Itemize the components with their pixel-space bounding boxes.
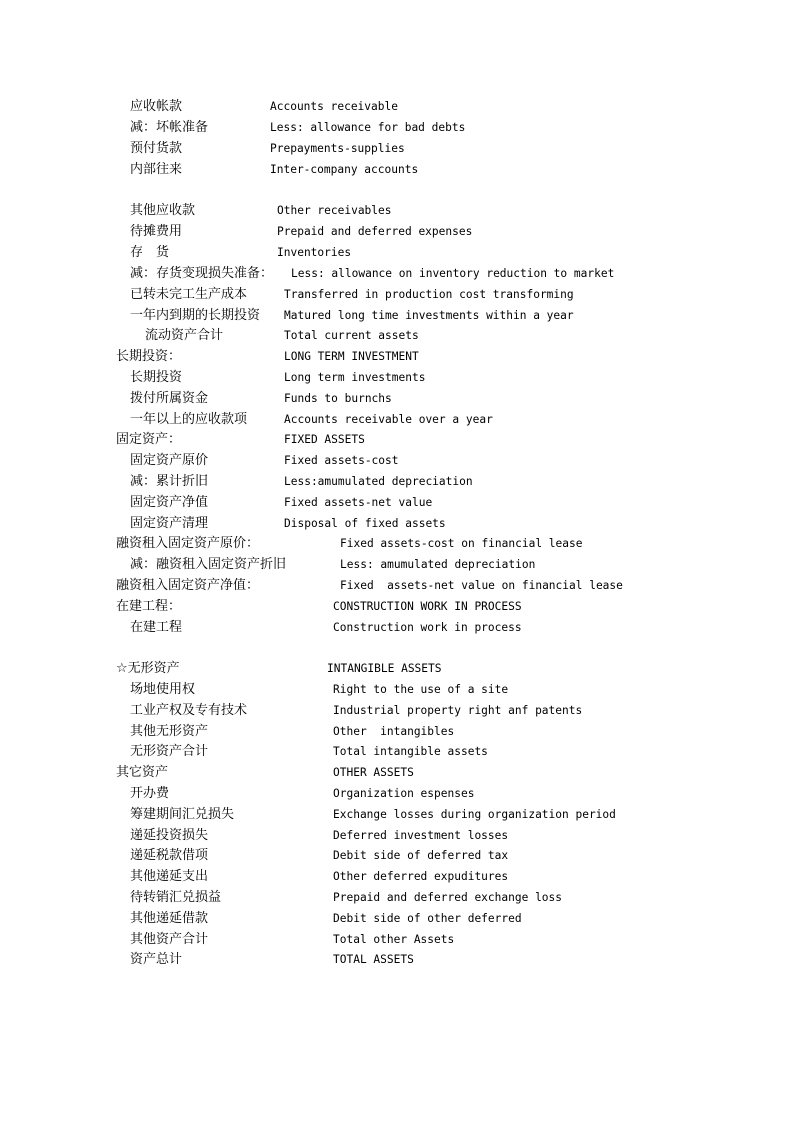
glossary-row <box>0 680 794 700</box>
glossary-row <box>0 784 794 804</box>
glossary-row <box>0 534 794 554</box>
english-term: Less:amumulated depreciation <box>284 475 473 488</box>
chinese-term: 固定资产原价 <box>130 453 209 468</box>
glossary-row <box>0 701 794 721</box>
chinese-term: 应收帐款 <box>130 99 183 114</box>
chinese-term: 其他递延借款 <box>130 911 209 926</box>
english-term: Accounts receivable <box>270 100 398 113</box>
english-term: Exchange losses during organization period <box>333 808 616 821</box>
chinese-term: 固定资产清理 <box>130 516 209 531</box>
english-term: Other deferred expuditures <box>333 870 509 883</box>
glossary-row <box>0 160 794 180</box>
glossary-row <box>0 118 794 138</box>
chinese-term: ☆无形资产 <box>116 661 180 676</box>
chinese-term: 其他递延支出 <box>130 869 209 884</box>
chinese-term: 开办费 <box>130 786 170 801</box>
chinese-term: 工业产权及专有技术 <box>130 703 248 718</box>
english-term: Deferred investment losses <box>333 829 509 842</box>
english-term: Prepaid and deferred exchange loss <box>333 891 563 904</box>
glossary-row <box>0 659 794 679</box>
english-term: Disposal of fixed assets <box>284 517 446 530</box>
english-term: Accounts receivable over a year <box>284 413 493 426</box>
chinese-term: 一年内到期的长期投资 <box>130 308 261 323</box>
glossary-row <box>0 472 794 492</box>
glossary-row <box>0 368 794 388</box>
chinese-term: 场地使用权 <box>130 682 196 697</box>
english-term: Construction work in process <box>333 621 522 634</box>
chinese-term: 其他无形资产 <box>130 724 209 739</box>
english-term: Organization espenses <box>333 787 475 800</box>
chinese-term: 在建工程： <box>116 599 182 614</box>
english-term: INTANGIBLE ASSETS <box>327 662 442 675</box>
glossary-row <box>0 389 794 409</box>
chinese-term: 融资租入固定资产原价： <box>116 536 260 551</box>
chinese-term: 已转未完工生产成本 <box>130 287 248 302</box>
chinese-term: 在建工程 <box>130 620 183 635</box>
english-term: Right to the use of a site <box>333 683 509 696</box>
english-term: FIXED ASSETS <box>284 433 365 446</box>
chinese-term: 递延投资损失 <box>130 828 209 843</box>
glossary-row <box>0 909 794 929</box>
english-term: Debit side of deferred tax <box>333 849 509 862</box>
english-term: TOTAL ASSETS <box>333 953 414 966</box>
chinese-term: 拨付所属资金 <box>130 391 209 406</box>
chinese-term: 其他应收款 <box>130 203 196 218</box>
glossary-row <box>0 930 794 950</box>
english-term: Transferred in production cost transforming <box>284 288 574 301</box>
glossary-row <box>0 805 794 825</box>
chinese-term: 减：累计折旧 <box>130 474 209 489</box>
english-term: Industrial property right anf patents <box>333 704 583 717</box>
english-term: Long term investments <box>284 371 426 384</box>
english-term: Prepayments-supplies <box>270 142 405 155</box>
chinese-term: 融资租入固定资产净值： <box>116 578 260 593</box>
english-term: Other receivables <box>277 204 392 217</box>
english-term: OTHER ASSETS <box>333 766 414 779</box>
english-term: Debit side of other deferred <box>333 912 522 925</box>
chinese-term: 内部往来 <box>130 162 183 177</box>
chinese-term: 减：融资租入固定资产折旧 <box>130 557 287 572</box>
glossary-row <box>0 139 794 159</box>
glossary-row <box>0 514 794 534</box>
english-term: Fixed assets-net value <box>284 496 433 509</box>
chinese-term: 长期投资： <box>116 349 182 364</box>
english-term: Fixed assets-net value on financial lease <box>340 579 623 592</box>
english-term: Matured long time investments within a year <box>284 309 574 322</box>
glossary-row <box>0 97 794 117</box>
english-term: Total intangible assets <box>333 745 488 758</box>
english-term: Inter-company accounts <box>270 163 419 176</box>
chinese-term: 无形资产合计 <box>130 744 209 759</box>
glossary-row <box>0 493 794 513</box>
chinese-term: 递延税款借项 <box>130 848 209 863</box>
english-term: Inventories <box>277 246 352 259</box>
glossary-row <box>0 597 794 617</box>
glossary-row <box>0 763 794 783</box>
chinese-term: 预付货款 <box>130 141 183 156</box>
english-term: Less: amumulated depreciation <box>340 558 536 571</box>
english-term: Funds to burnchs <box>284 392 392 405</box>
glossary-row <box>0 201 794 221</box>
glossary-row <box>0 888 794 908</box>
chinese-term: 减：坏帐准备 <box>130 120 209 135</box>
chinese-term: 固定资产： <box>116 432 182 447</box>
chinese-term: 长期投资 <box>130 370 183 385</box>
glossary-row <box>0 243 794 263</box>
english-term: Prepaid and deferred expenses <box>277 225 473 238</box>
chinese-term: 一年以上的应收款项 <box>130 412 248 427</box>
chinese-term: 存 货 <box>130 245 170 260</box>
glossary-row <box>0 306 794 326</box>
chinese-term: 其他资产合计 <box>130 932 209 947</box>
english-term: Total other Assets <box>333 933 455 946</box>
chinese-term: 其它资产 <box>116 765 169 780</box>
glossary-row <box>0 867 794 887</box>
glossary-row <box>0 326 794 346</box>
chinese-term: 减：存货变现损失准备： <box>130 266 274 281</box>
glossary-row <box>0 742 794 762</box>
english-term: CONSTRUCTION WORK IN PROCESS <box>333 600 522 613</box>
glossary-row <box>0 285 794 305</box>
glossary-row <box>0 846 794 866</box>
english-term: Total current assets <box>284 329 419 342</box>
glossary-row <box>0 555 794 575</box>
glossary-row <box>0 347 794 367</box>
english-term: Other intangibles <box>333 725 455 738</box>
glossary-row <box>0 722 794 742</box>
glossary-row <box>0 451 794 471</box>
chinese-term: 固定资产净值 <box>130 495 209 510</box>
english-term: Fixed assets-cost <box>284 454 399 467</box>
chinese-term: 流动资产合计 <box>145 328 224 343</box>
glossary-row <box>0 950 794 970</box>
glossary-row <box>0 618 794 638</box>
chinese-term: 筹建期间汇兑损失 <box>130 807 235 822</box>
english-term: LONG TERM INVESTMENT <box>284 350 419 363</box>
glossary-row <box>0 222 794 242</box>
english-term: Less: allowance on inventory reduction to market <box>291 267 615 280</box>
glossary-row <box>0 264 794 284</box>
chinese-term: 资产总计 <box>130 952 183 967</box>
chinese-term: 待转销汇兑损益 <box>130 890 222 905</box>
glossary-row <box>0 410 794 430</box>
glossary-row <box>0 826 794 846</box>
english-term: Fixed assets-cost on financial lease <box>340 537 583 550</box>
glossary-row <box>0 430 794 450</box>
english-term: Less: allowance for bad debts <box>270 121 466 134</box>
chinese-term: 待摊费用 <box>130 224 183 239</box>
glossary-row <box>0 576 794 596</box>
